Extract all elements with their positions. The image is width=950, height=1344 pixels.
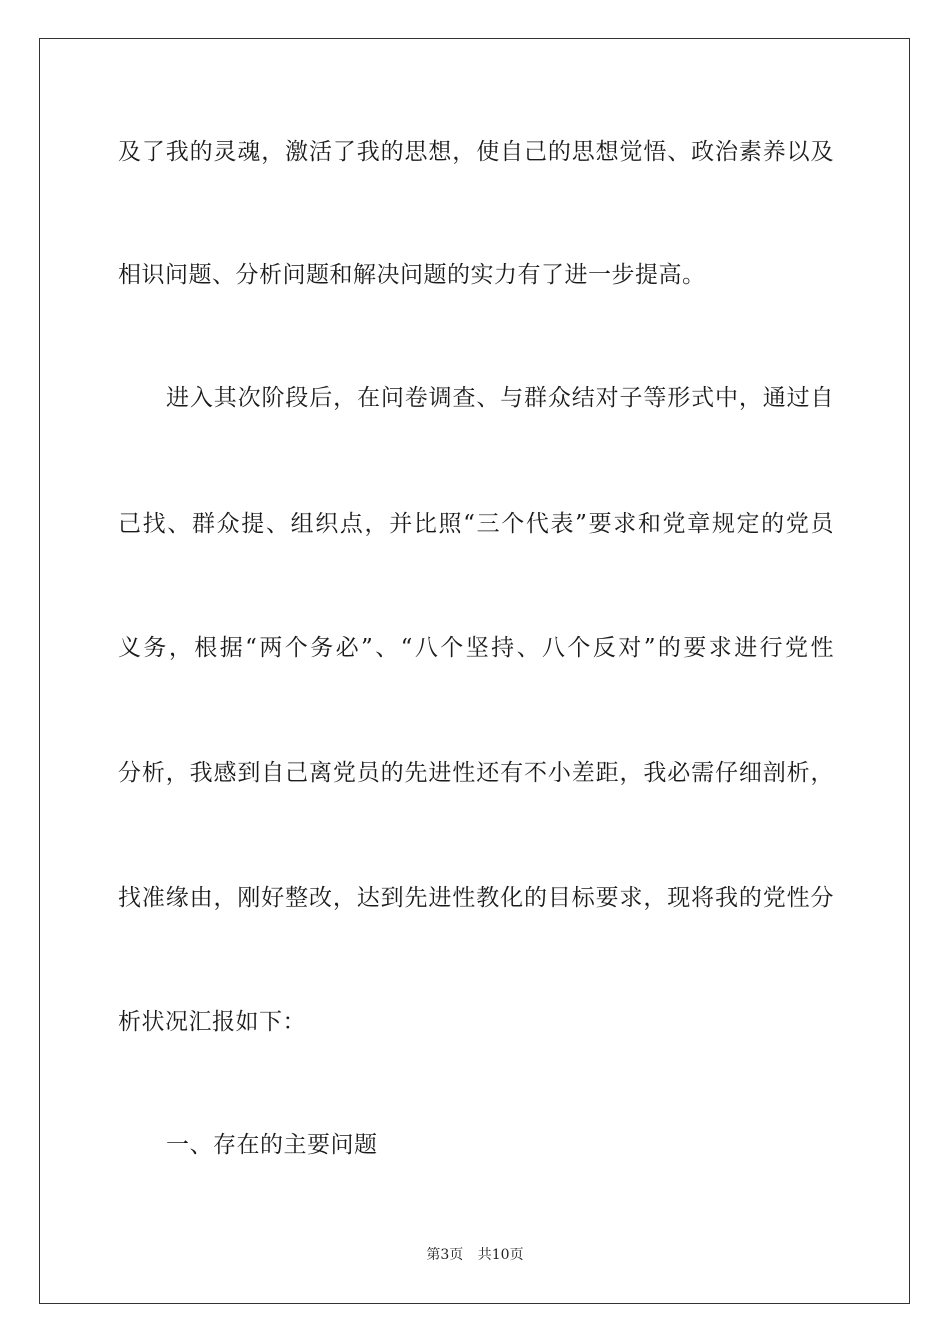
paragraph-line-3: 进入其次阶段后，在问卷调查、与群众结对子等形式中，通过自 <box>166 385 834 411</box>
paragraph-line-5: 义务，根据“两个务必”、“八个坚持、八个反对”的要求进行党性 <box>118 635 834 661</box>
page-border <box>39 38 910 1304</box>
paragraph-line-7: 找准缘由，刚好整改，达到先进性教化的目标要求，现将我的党性分 <box>118 885 834 911</box>
page-footer <box>0 1245 950 1265</box>
paragraph-line-2: 相识问题、分析问题和解决问题的实力有了进一步提高。 <box>118 262 706 288</box>
page-total: 共10页 <box>477 1247 524 1263</box>
paragraph-line-4: 己找、群众提、组织点，并比照“三个代表”要求和党章规定的党员 <box>118 511 834 537</box>
paragraph-line-8: 析状况汇报如下： <box>118 1009 306 1035</box>
section-heading: 一、存在的主要问题 <box>166 1132 378 1158</box>
page-number: 第3页 <box>426 1247 464 1263</box>
paragraph-line-6: 分析，我感到自己离党员的先进性还有不小差距，我必需仔细剖析， <box>118 760 834 786</box>
paragraph-line-1: 及了我的灵魂，激活了我的思想，使自己的思想觉悟、政治素养以及 <box>118 139 834 165</box>
